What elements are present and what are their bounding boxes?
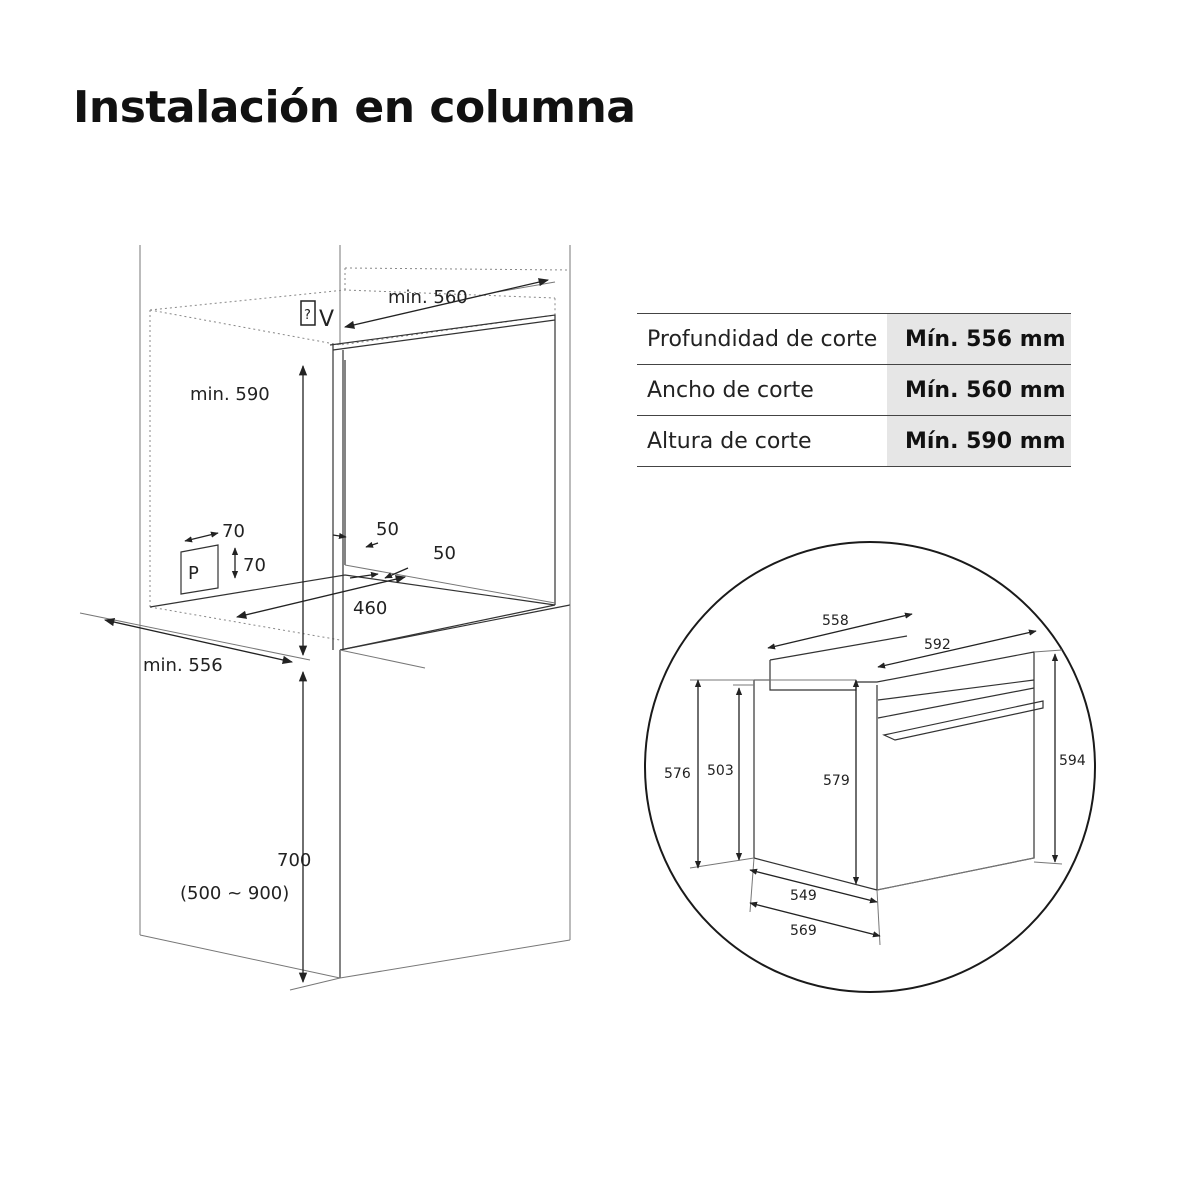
spec-row [637,365,1071,416]
oven-depth-label: 569 [790,923,817,939]
spec-row [637,314,1071,365]
spec-table [637,313,1071,467]
height-min-label: min. 590 [190,384,270,405]
vent-height-label: 70 [243,555,266,576]
voltage-symbol: V [319,307,335,332]
spec-value: Mín. 560 mm [887,365,1071,416]
column-dimension-arrows [105,280,548,982]
oven-total-depth-label: 576 [664,766,691,782]
width-min-label: min. 560 [388,287,468,308]
base-height-label: 700 [277,850,312,871]
spec-value: Mín. 590 mm [887,416,1071,467]
socket-box [181,545,218,594]
spec-label: Ancho de corte [637,365,887,416]
svg-text:?: ? [304,308,311,323]
socket-label: P [188,563,199,584]
page-title: Instalación en columna [73,82,636,133]
gap-front-label: 50 [433,543,456,564]
vent-width-label: 70 [222,521,245,542]
column-cabinet [80,245,570,990]
gap-side-label: 50 [376,519,399,540]
oven-body-height-label: 503 [707,763,734,779]
base-range-label: (500 ~ 900) [180,883,290,904]
spec-value: Mín. 556 mm [887,314,1071,365]
spec-label: Altura de corte [637,416,887,467]
oven-top-depth-label: 558 [822,613,849,629]
oven-front-height-label: 579 [823,773,850,789]
depth-min-label: min. 556 [143,655,223,676]
oven-width-label: 592 [924,637,951,653]
spec-row [637,416,1071,467]
oven-body-depth-label: 549 [790,888,817,904]
spec-label: Profundidad de corte [637,314,887,365]
rear-depth-label: 460 [353,598,388,619]
voltage-box-icon [301,301,334,332]
oven-height-label: 594 [1059,753,1086,769]
